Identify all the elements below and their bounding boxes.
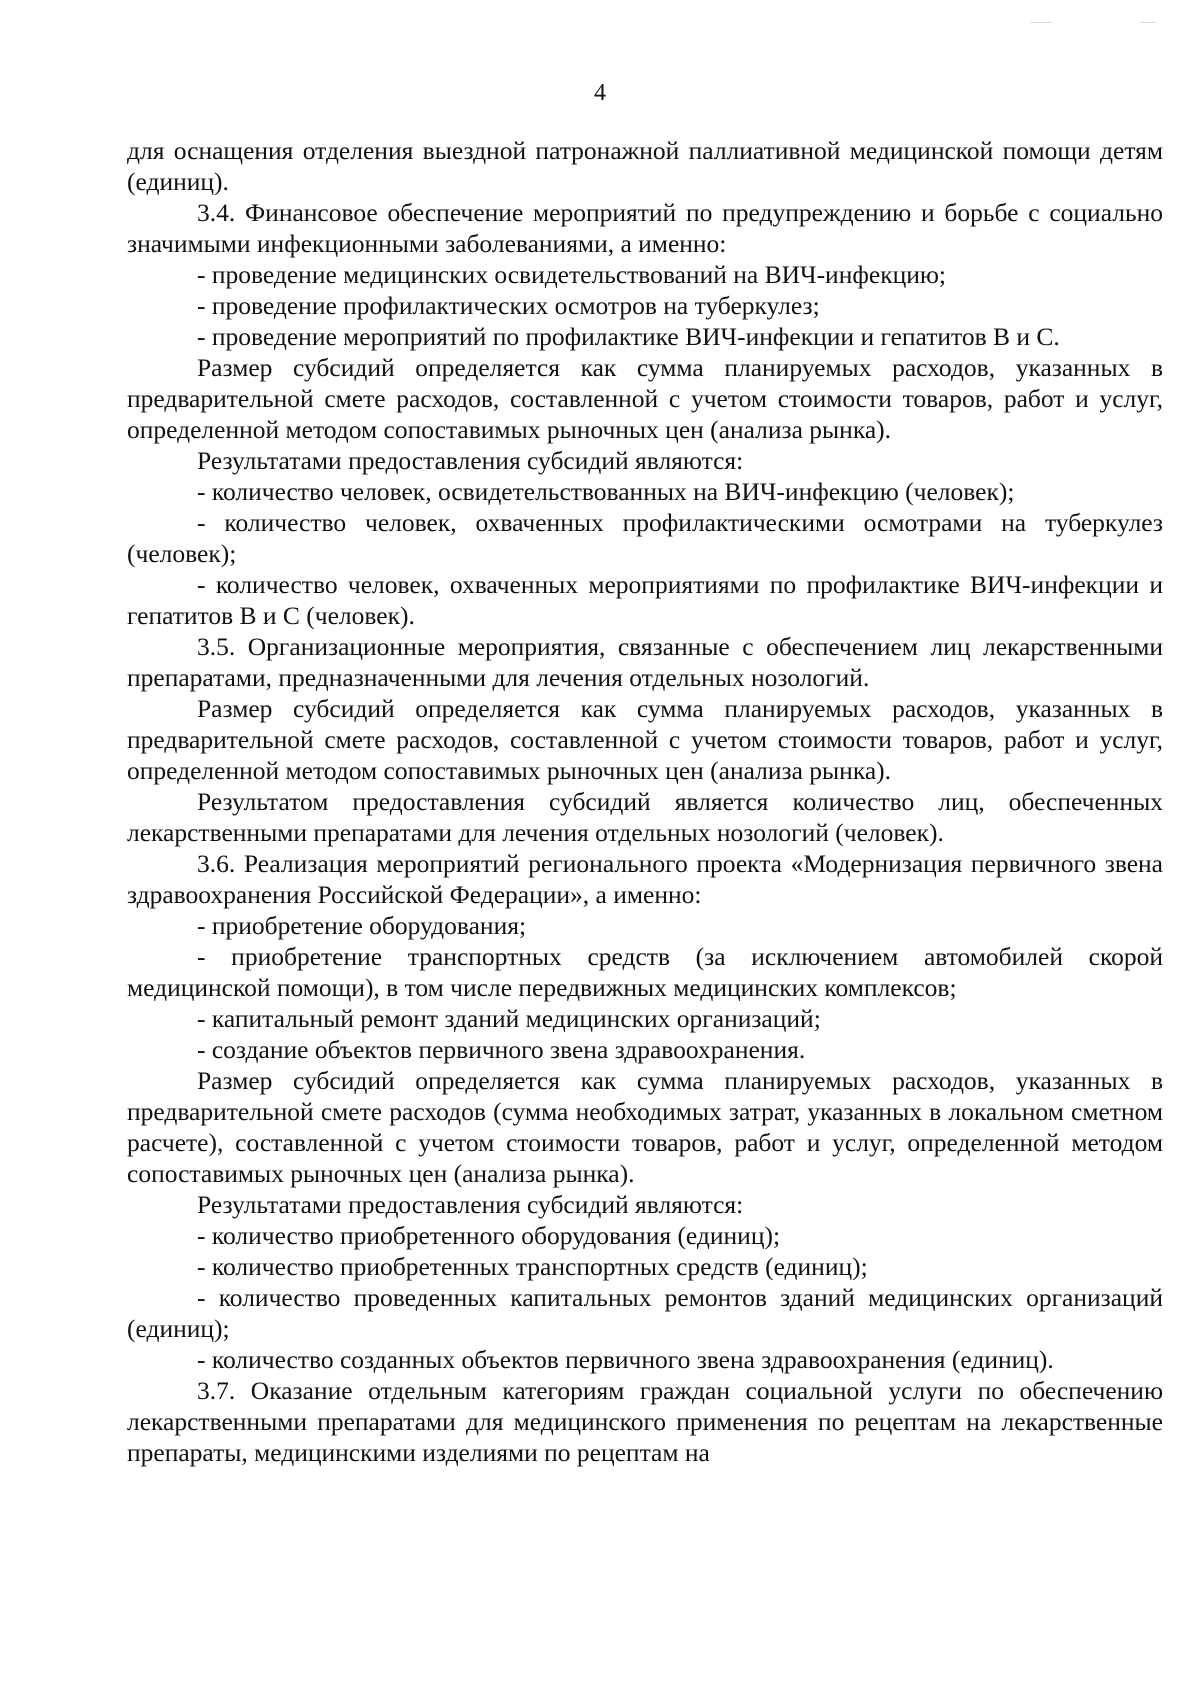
list-item: - количество приобретенных транспортных средств (единиц);: [197, 1252, 868, 1281]
paragraph: Размер субсидий определяется как сумма планируемых расходов, указанных в предварительной смете расходов (сумма необходимых затрат, указанных в локальном сметном расчете), составленной с учетом стоимости товаров, работ и услуг, определенной методом сопоставимых рыночных цен (анализа рынка).: [127, 1066, 1163, 1188]
list-item: - приобретение оборудования;: [197, 911, 527, 940]
list-item: - количество приобретенного оборудования (единиц);: [197, 1221, 781, 1250]
list-item: - капитальный ремонт зданий медицинских организаций;: [197, 1004, 821, 1033]
section-3-5: 3.5. Организационные мероприятия, связанные с обеспечением лиц лекарственными препаратами, предназначенными для лечения отдельных нозологий.: [127, 632, 1163, 692]
list-item: - количество человек, освидетельствованных на ВИЧ-инфекцию (человек);: [197, 477, 1015, 506]
scan-artifact: [1140, 22, 1156, 23]
list-item: - проведение профилактических осмотров на туберкулез;: [197, 291, 820, 320]
section-3-6: 3.6. Реализация мероприятий регионального проекта «Модернизация первичного звена здравоохранения Российской Федерации», а именно:: [127, 849, 1163, 909]
paragraph-continuation: для оснащения отделения выездной патронажной паллиативной медицинской помощи детям (единиц).: [127, 136, 1163, 196]
list-item: - проведение мероприятий по профилактике ВИЧ-инфекции и гепатитов В и С.: [197, 322, 1060, 351]
paragraph: Размер субсидий определяется как сумма планируемых расходов, указанных в предварительной смете расходов, составленной с учетом стоимости товаров, работ и услуг, определенной методом сопоставимых рыночных цен (анализа рынка).: [127, 353, 1163, 444]
document-body: [127, 135, 1163, 1468]
paragraph: Результатом предоставления субсидий является количество лиц, обеспеченных лекарственными препаратами для лечения отдельных нозологий (человек).: [127, 787, 1163, 847]
list-item: - количество человек, охваченных профилактическими осмотрами на туберкулез (человек);: [127, 508, 1163, 568]
section-3-4: 3.4. Финансовое обеспечение мероприятий по предупреждению и борьбе с социально значимыми инфекционными заболеваниями, а именно:: [127, 198, 1163, 258]
list-item: - проведение медицинских освидетельствований на ВИЧ-инфекцию;: [197, 260, 947, 289]
page-number: 4: [594, 80, 606, 106]
list-item: - количество человек, охваченных мероприятиями по профилактике ВИЧ-инфекции и гепатитов В и С (человек).: [127, 570, 1163, 630]
section-3-7: 3.7. Оказание отдельным категориям граждан социальной услуги по обеспечению лекарственными препаратами для медицинского применения по рецептам на лекарственные препараты, медицинскими изделиями по рецептам на: [127, 1376, 1163, 1467]
scan-artifact: [1030, 22, 1052, 23]
list-item: - приобретение транспортных средств (за исключением автомобилей скорой медицинской помощи), в том числе передвижных медицинских комплексов;: [127, 942, 1163, 1002]
list-item: - количество созданных объектов первичного звена здравоохранения (единиц).: [197, 1345, 1054, 1374]
paragraph: Результатами предоставления субсидий являются:: [197, 446, 744, 475]
paragraph: Результатами предоставления субсидий являются:: [197, 1190, 744, 1219]
list-item: - создание объектов первичного звена здравоохранения.: [197, 1035, 806, 1064]
paragraph: Размер субсидий определяется как сумма планируемых расходов, указанных в предварительной смете расходов, составленной с учетом стоимости товаров, работ и услуг, определенной методом сопоставимых рыночных цен (анализа рынка).: [127, 694, 1163, 785]
list-item: - количество проведенных капитальных ремонтов зданий медицинских организаций (единиц);: [127, 1283, 1163, 1343]
